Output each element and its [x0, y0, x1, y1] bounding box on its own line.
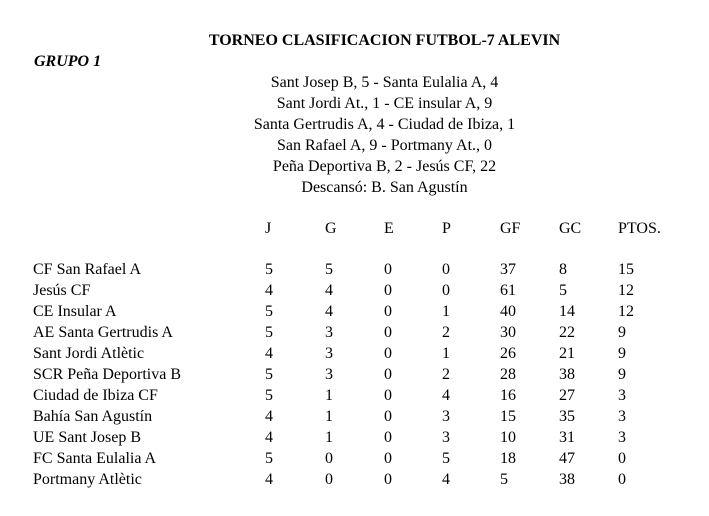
match-results: [0, 72, 709, 198]
won-value: 0: [325, 471, 333, 488]
points-value: 0: [618, 450, 626, 467]
lost-value: 4: [442, 387, 450, 404]
points-value: 3: [618, 429, 626, 446]
goals-for-value: 10: [500, 429, 516, 446]
team-name: CF San Rafael A: [33, 261, 141, 278]
rest-note: Descansó: B. San Agustín: [301, 179, 468, 196]
match-result: San Rafael A, 9 - Portmany At., 0: [276, 137, 493, 154]
won-value: 1: [325, 387, 333, 404]
points-value: 9: [618, 366, 626, 383]
team-name: FC Santa Eulalia A: [33, 450, 157, 467]
lost-value: 1: [442, 303, 450, 320]
won-value: 5: [325, 261, 333, 278]
played-value: 4: [265, 282, 273, 299]
points-value: 0: [618, 471, 626, 488]
goals-against-value: 31: [559, 429, 575, 446]
team-name: AE Santa Gertrudis A: [33, 324, 173, 341]
header-goals-against: GC: [559, 220, 582, 237]
played-value: 4: [265, 345, 273, 362]
played-value: 4: [265, 408, 273, 425]
group-heading: GRUPO 1: [34, 53, 102, 70]
goals-against-value: 47: [559, 450, 575, 467]
won-value: 4: [325, 303, 333, 320]
lost-value: 2: [442, 324, 450, 341]
goals-for-value: 16: [500, 387, 516, 404]
team-name: UE Sant Josep B: [33, 429, 141, 446]
match-result: Sant Jordi At., 1 - CE insular A, 9: [276, 95, 493, 112]
points-value: 12: [618, 282, 634, 299]
played-value: 5: [265, 324, 273, 341]
team-name: Portmany Atlètic: [33, 471, 142, 488]
points-value: 3: [618, 387, 626, 404]
won-value: 3: [325, 324, 333, 341]
lost-value: 4: [442, 471, 450, 488]
team-name: SCR Peña Deportiva B: [33, 366, 181, 383]
goals-for-value: 26: [500, 345, 516, 362]
goals-for-value: 40: [500, 303, 516, 320]
points-value: 12: [618, 303, 634, 320]
goals-for-value: 18: [500, 450, 516, 467]
drawn-value: 0: [384, 471, 392, 488]
goals-against-value: 38: [559, 471, 575, 488]
played-value: 5: [265, 387, 273, 404]
table-row: [0, 427, 709, 448]
table-row: [0, 448, 709, 469]
drawn-value: 0: [384, 345, 392, 362]
won-value: 3: [325, 366, 333, 383]
drawn-value: 0: [384, 387, 392, 404]
won-value: 4: [325, 282, 333, 299]
won-value: 1: [325, 429, 333, 446]
drawn-value: 0: [384, 324, 392, 341]
header-points: PTOS.: [618, 220, 661, 237]
drawn-value: 0: [384, 303, 392, 320]
team-name: Bahía San Agustín: [33, 408, 153, 425]
header-played: J: [265, 220, 272, 237]
team-name: Ciudad de Ibiza CF: [33, 387, 158, 404]
match-result: Peña Deportiva B, 2 - Jesús CF, 22: [272, 158, 497, 175]
goals-against-value: 14: [559, 303, 575, 320]
lost-value: 3: [442, 429, 450, 446]
drawn-value: 0: [384, 429, 392, 446]
played-value: 4: [265, 429, 273, 446]
match-result: Sant Josep B, 5 - Santa Eulalia A, 4: [270, 74, 499, 91]
played-value: 5: [265, 366, 273, 383]
drawn-value: 0: [384, 450, 392, 467]
goals-against-value: 5: [559, 282, 567, 299]
lost-value: 0: [442, 261, 450, 278]
goals-against-value: 22: [559, 324, 575, 341]
match-result: Santa Gertrudis A, 4 - Ciudad de Ibiza, 1: [253, 116, 516, 133]
lost-value: 0: [442, 282, 450, 299]
goals-against-value: 38: [559, 366, 575, 383]
drawn-value: 0: [384, 261, 392, 278]
team-name: Jesús CF: [33, 282, 91, 299]
page-title: TORNEO CLASIFICACION FUTBOL-7 ALEVIN: [208, 32, 561, 49]
header-goals-for: GF: [500, 220, 521, 237]
table-row: [0, 385, 709, 406]
played-value: 4: [265, 471, 273, 488]
played-value: 5: [265, 303, 273, 320]
goals-against-value: 8: [559, 261, 567, 278]
table-row: [0, 364, 709, 385]
table-row: [0, 301, 709, 322]
played-value: 5: [265, 450, 273, 467]
standings-header: [0, 218, 709, 239]
drawn-value: 0: [384, 366, 392, 383]
table-row: [0, 406, 709, 427]
table-row: [0, 280, 709, 301]
lost-value: 5: [442, 450, 450, 467]
team-name: Sant Jordi Atlètic: [33, 345, 145, 362]
standings-table: [0, 259, 709, 490]
points-value: 9: [618, 324, 626, 341]
points-value: 15: [618, 261, 634, 278]
lost-value: 2: [442, 366, 450, 383]
team-name: CE Insular A: [33, 303, 117, 320]
goals-against-value: 27: [559, 387, 575, 404]
lost-value: 3: [442, 408, 450, 425]
goals-for-value: 5: [500, 471, 508, 488]
drawn-value: 0: [384, 282, 392, 299]
won-value: 1: [325, 408, 333, 425]
table-row: [0, 469, 709, 490]
drawn-value: 0: [384, 408, 392, 425]
goals-for-value: 37: [500, 261, 516, 278]
won-value: 0: [325, 450, 333, 467]
goals-for-value: 28: [500, 366, 516, 383]
points-value: 9: [618, 345, 626, 362]
header-lost: P: [442, 220, 451, 237]
played-value: 5: [265, 261, 273, 278]
won-value: 3: [325, 345, 333, 362]
goals-against-value: 35: [559, 408, 575, 425]
table-row: [0, 343, 709, 364]
goals-for-value: 30: [500, 324, 516, 341]
table-row: [0, 259, 709, 280]
lost-value: 1: [442, 345, 450, 362]
goals-for-value: 61: [500, 282, 516, 299]
goals-against-value: 21: [559, 345, 575, 362]
goals-for-value: 15: [500, 408, 516, 425]
header-drawn: E: [384, 220, 394, 237]
table-row: [0, 322, 709, 343]
points-value: 3: [618, 408, 626, 425]
header-won: G: [325, 220, 337, 237]
